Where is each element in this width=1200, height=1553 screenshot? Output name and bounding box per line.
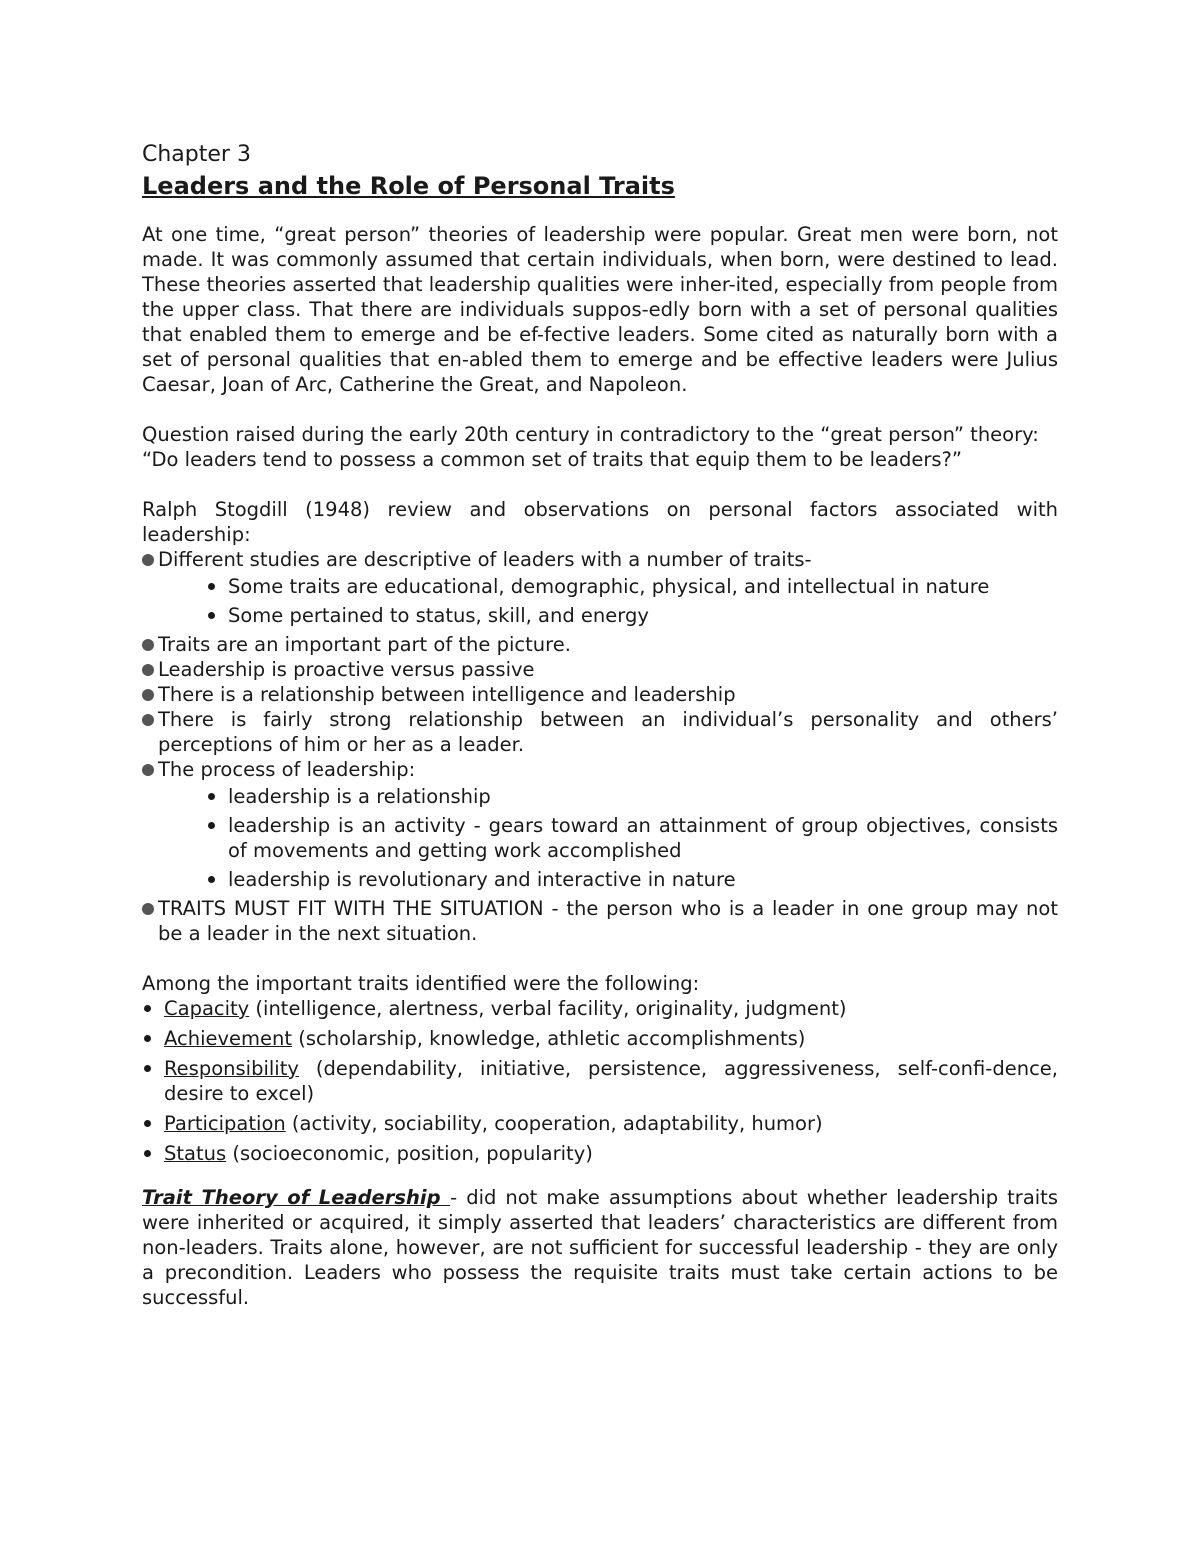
question-lead: Question raised during the early 20th century in contradictory to the “great person” theory: bbox=[142, 423, 1039, 446]
list-item-text: TRAITS MUST FIT WITH THE SITUATION - the person who is a leader in one group may not be a leader in the next situation. bbox=[158, 897, 1058, 945]
list-item bbox=[142, 547, 1058, 628]
sub-list-item-text: leadership is a relationship bbox=[228, 785, 491, 808]
list-item bbox=[142, 757, 1058, 892]
sub-list bbox=[158, 784, 1058, 892]
traits-lead: Among the important traits identified were the following: bbox=[142, 972, 700, 995]
intro-paragraph: At one time, “great person” theories of leadership were popular. Great men were born, not made. It was commonly assumed that certain individuals, when born, were destined to lead. These theories asserted that leadership qualities were inher-ited, especially from people from the upper class. That there are individuals suppos-edly born with a set of personal qualities that enabled them to emerge and be ef-fective leaders. Some cited as naturally born with a set of personal qualities that en-abled them to emerge and be effective leaders were Julius Caesar, Joan of Arc, Catherine the Great, and Napoleon. bbox=[142, 223, 1058, 396]
trait-name: Participation bbox=[164, 1112, 286, 1135]
sub-list-item-text: leadership is revolutionary and interactive in nature bbox=[228, 868, 736, 891]
sub-list-item bbox=[158, 603, 1058, 628]
sub-list-item-text: leadership is an activity - gears toward an attainment of group objectives, consists of movements and getting work accomplished bbox=[228, 814, 1058, 862]
bullet-dot-icon bbox=[142, 639, 154, 651]
list-item bbox=[142, 632, 1058, 657]
bullet-icon bbox=[144, 1150, 151, 1157]
sub-list-item bbox=[158, 867, 1058, 892]
list-item-text: Traits are an important part of the picture. bbox=[158, 633, 571, 656]
list-item bbox=[142, 682, 1058, 707]
document-page bbox=[142, 140, 1058, 1310]
sub-list-item-text: Some traits are educational, demographic, physical, and intellectual in nature bbox=[228, 575, 990, 598]
list-item-text: Leadership is proactive versus passive bbox=[158, 658, 535, 681]
trait-name: Status bbox=[164, 1142, 227, 1165]
bullet-icon bbox=[208, 876, 215, 883]
trait-item bbox=[142, 996, 1058, 1021]
bullet-icon bbox=[208, 583, 215, 590]
trait-item bbox=[142, 1111, 1058, 1136]
trait-name: Responsibility bbox=[164, 1057, 299, 1080]
bullet-icon bbox=[144, 1035, 151, 1042]
bullet-icon bbox=[144, 1065, 151, 1072]
bullet-dot-icon bbox=[142, 664, 154, 676]
trait-name: Capacity bbox=[164, 997, 250, 1020]
question-quote: “Do leaders tend to possess a common set of traits that equip them to be leaders?” bbox=[142, 448, 962, 471]
sub-list bbox=[158, 574, 1058, 628]
bullet-dot-icon bbox=[142, 714, 154, 726]
list-item bbox=[142, 896, 1058, 946]
list-item-text: The process of leadership: bbox=[158, 758, 416, 781]
trait-theory-paragraph bbox=[142, 1185, 1058, 1310]
stogdill-list bbox=[142, 547, 1058, 946]
trait-theory-text: - did not make assumptions about whether leadership traits were inherited or acquired, it simply asserted that leaders’ characteristics are different from non-leaders. Traits alone, however, are not sufficient for successful leadership - they are only a precondition. Leaders who possess the requisite traits must take certain actions to be successful. bbox=[142, 1186, 1058, 1309]
chapter-label: Chapter 3 bbox=[142, 142, 251, 167]
bullet-icon bbox=[144, 1120, 151, 1127]
traits-list bbox=[142, 996, 1058, 1166]
trait-detail: (scholarship, knowledge, athletic accomplishments) bbox=[292, 1027, 806, 1050]
bullet-dot-icon bbox=[142, 689, 154, 701]
stogdill-lead: Ralph Stogdill (1948) review and observations on personal factors associated with leadership: bbox=[142, 498, 1058, 546]
trait-detail: (intelligence, alertness, verbal facility, originality, judgment) bbox=[249, 997, 847, 1020]
bullet-icon bbox=[208, 822, 215, 829]
sub-list-item-text: Some pertained to status, skill, and energy bbox=[228, 604, 649, 627]
trait-item bbox=[142, 1141, 1058, 1166]
document-title: Leaders and the Role of Personal Traits bbox=[142, 172, 675, 200]
trait-item bbox=[142, 1026, 1058, 1051]
bullet-dot-icon bbox=[142, 554, 154, 566]
trait-name: Achievement bbox=[164, 1027, 293, 1050]
list-item-text: There is fairly strong relationship between an individual’s personality and others’ perceptions of him or her as a leader. bbox=[158, 708, 1058, 756]
trait-detail: (dependability, initiative, persistence, aggressiveness, self-confi-dence, desire to excel) bbox=[164, 1057, 1058, 1105]
bullet-icon bbox=[208, 612, 215, 619]
list-item-text: There is a relationship between intelligence and leadership bbox=[158, 683, 736, 706]
sub-list-item bbox=[158, 813, 1058, 863]
list-item-text: Different studies are descriptive of leaders with a number of traits- bbox=[158, 548, 812, 571]
trait-theory-name: Trait Theory of Leadership bbox=[142, 1186, 451, 1209]
bullet-dot-icon bbox=[142, 764, 154, 776]
list-item bbox=[142, 657, 1058, 682]
trait-detail: (activity, sociability, cooperation, adaptability, humor) bbox=[285, 1112, 823, 1135]
sub-list-item bbox=[158, 784, 1058, 809]
bullet-icon bbox=[208, 793, 215, 800]
trait-item bbox=[142, 1056, 1058, 1106]
bullet-dot-icon bbox=[142, 903, 154, 915]
trait-detail: (socioeconomic, position, popularity) bbox=[226, 1142, 593, 1165]
list-item bbox=[142, 707, 1058, 757]
sub-list-item bbox=[158, 574, 1058, 599]
bullet-icon bbox=[144, 1005, 151, 1012]
